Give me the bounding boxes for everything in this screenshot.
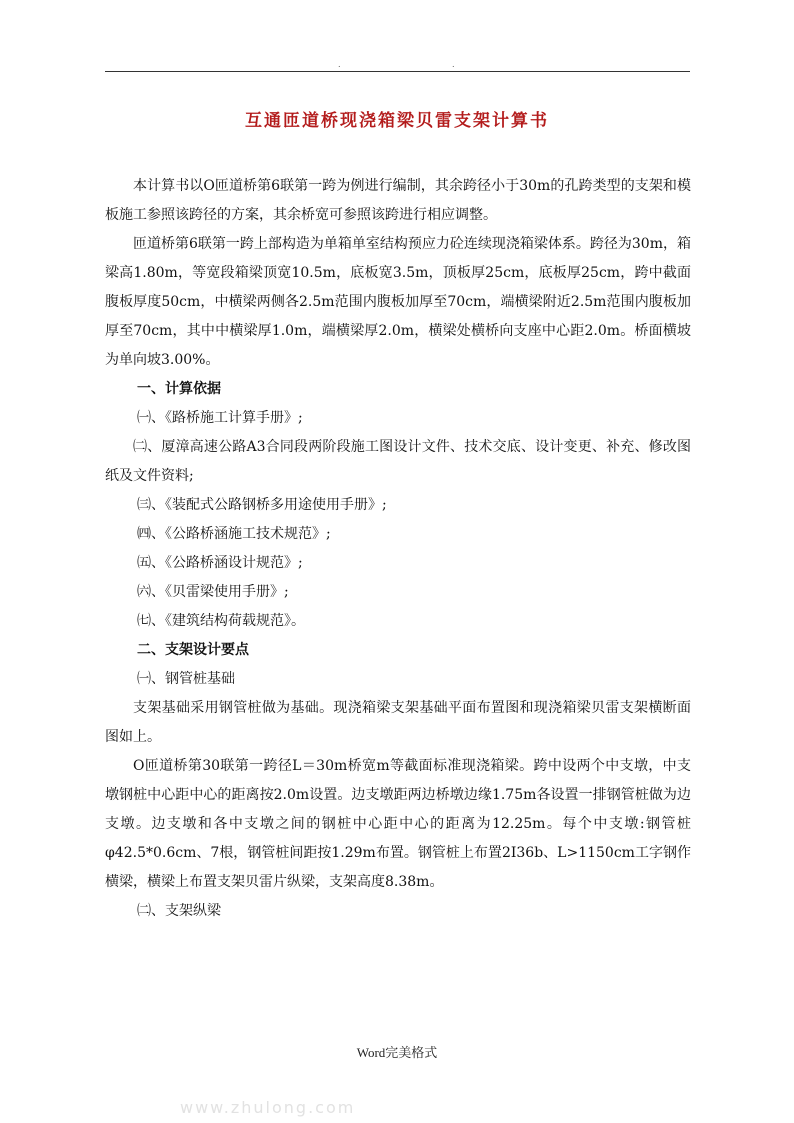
reference-item: ㈦、《建筑结构荷载规范》。 <box>137 613 305 629</box>
pier-paragraph: O匝道桥第30联第一跨径L＝30m桥宽m等截面标准现浇箱梁。跨中设两个中支墩，中支墩钢桩中心距中心的距离按2.0m设置。边支墩距两边桥墩边缘1.75m各设置一排钢管桩做为边支墩。边支墩和各中支墩之间的钢桩中心距中心的距离为12.25m。每个中支墩:钢管桩φ42.5*0.6cm、7根，钢管桩间距按1.29m布置。钢管桩上布置2I36b、L>1150cm工字钢作横梁，横梁上布置支架贝雷片纵梁，支架高度8.38m。 <box>105 758 691 890</box>
reference-item: ㈣、《公路桥涵施工技术规范》; <box>137 526 331 542</box>
watermark: www.zhulong.com <box>180 1098 356 1117</box>
reference-item: ㈤、《公路桥涵设计规范》; <box>137 555 303 571</box>
reference-item: ㈢、《装配式公路钢桥多用途使用手册》; <box>137 497 387 513</box>
header-dot-left: . <box>338 60 341 69</box>
header-dots <box>0 60 794 70</box>
structure-paragraph: 匝道桥第6联第一跨上部构造为单箱单室结构预应力砼连续现浇箱梁体系。跨径为30m，箱梁高1.80m，等宽段箱梁顶宽10.5m，底板宽3.5m，顶板厚25cm，底板厚25cm，跨中截面腹板厚度50cm，中横梁两侧各2.5m范围内腹板加厚至70cm，端横梁附近2.5m范围内腹板加厚至70cm，其中中横梁厚1.0m，端横梁厚2.0m，横梁处横桥向支座中心距2.0m。桥面横坡为单向坡3.00%。 <box>105 236 691 368</box>
header-rule <box>105 71 690 72</box>
reference-item: ㈥、《贝雷梁使用手册》; <box>137 584 289 600</box>
subsection-heading-foundation: ㈠、钢管桩基础 <box>137 671 235 687</box>
reference-item: ㈡、厦漳高速公路A3合同段两阶段施工图设计文件、技术交底、设计变更、补充、修改图纸及文件资料; <box>105 439 691 484</box>
document-title: 互通匝道桥现浇箱梁贝雷支架计算书 <box>245 111 549 131</box>
section-heading-basis: 一、计算依据 <box>137 381 221 397</box>
foundation-paragraph: 支架基础采用钢管桩做为基础。现浇箱梁支架基础平面布置图和现浇箱梁贝雷支架横断面图如上。 <box>105 700 691 745</box>
subsection-heading-girder: ㈡、支架纵梁 <box>137 903 221 919</box>
reference-item: ㈠、《路桥施工计算手册》; <box>137 410 303 426</box>
document-body <box>105 172 691 926</box>
section-heading-design: 二、支架设计要点 <box>137 642 249 658</box>
header-dot-right: . <box>452 60 455 69</box>
page-footer: Word完美格式 <box>356 1045 438 1060</box>
intro-paragraph: 本计算书以O匝道桥第6联第一跨为例进行编制，其余跨径小于30m的孔跨类型的支架和模板施工参照该跨径的方案，其余桥宽可参照该跨进行相应调整。 <box>105 178 691 223</box>
